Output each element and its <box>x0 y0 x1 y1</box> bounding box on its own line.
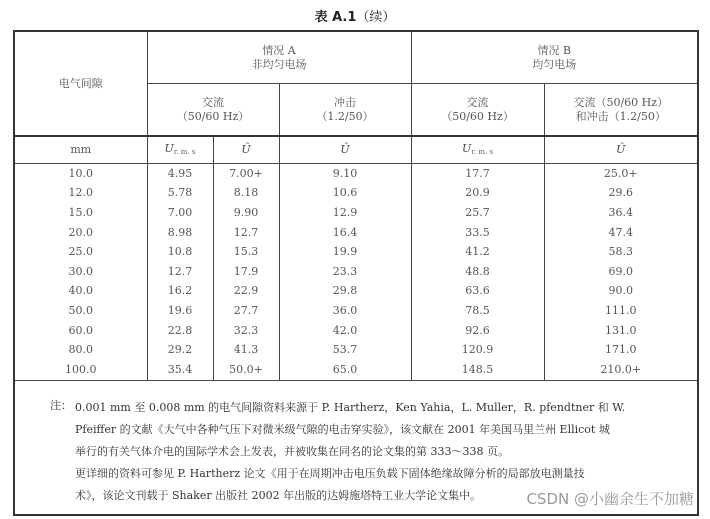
table-row: 10.0 4.95 7.00+ 9.10 17.7 25.0+ <box>14 164 698 184</box>
header-case-a: 情况 A 非均匀电场 <box>147 31 411 84</box>
caption-suffix: （续） <box>356 10 396 25</box>
unit-b-peak: Û <box>544 136 698 164</box>
table-row: 25.0 10.8 15.3 19.9 41.2 58.3 <box>14 242 698 262</box>
table-row: 80.0 29.2 41.3 53.7 120.9 171.0 <box>14 340 698 360</box>
header-gap: 电气间隙 <box>14 31 147 136</box>
note-line-4: 更详细的资料可参见 P. Hartherz 论文《用于在周期冲击电压负载下固体绝缘故障分析的局部放电测量技 <box>75 467 585 480</box>
unit-a-rms: $U_{r. m. s}$ <box>147 136 213 164</box>
header-b-combined: 交流（50/60 Hz） 和冲击（1.2/50） <box>544 84 698 137</box>
note-label: 注： <box>50 399 72 412</box>
header-a-ac: 交流 （50/60 Hz） <box>147 84 279 137</box>
table-row: 100.0 35.4 50.0+ 65.0 148.5 210.0+ <box>14 360 698 380</box>
header-b-ac: 交流 （50/60 Hz） <box>411 84 544 137</box>
table-row: 60.0 22.8 32.3 42.0 92.6 131.0 <box>14 321 698 341</box>
unit-a-peak: Û <box>213 136 279 164</box>
table-row: 12.0 5.78 8.18 10.6 20.9 29.6 <box>14 184 698 204</box>
note-line-2: Pfeiffer 的文献《大气中各种气压下对微米级气隙的电击穿实验》，该文献在 2001 年美国马里兰州 Ellicot 城 <box>75 423 610 436</box>
header-case-b: 情况 B 均匀电场 <box>411 31 698 84</box>
unit-gap: mm <box>14 136 147 164</box>
watermark: CSDN @小幽余生不加糖 <box>526 490 694 508</box>
table-row: 15.0 7.00 9.90 12.9 25.7 36.4 <box>14 203 698 223</box>
unit-b-rms: $U_{r. m. s}$ <box>411 136 544 164</box>
table-row: 50.0 19.6 27.7 36.0 78.5 111.0 <box>14 301 698 321</box>
caption-number: 表 A.1 <box>314 10 357 25</box>
table-caption <box>0 6 710 25</box>
table-row: 20.0 8.98 12.7 16.4 33.5 47.4 <box>14 223 698 243</box>
table-row: 40.0 16.2 22.9 29.8 63.6 90.0 <box>14 282 698 302</box>
note-line-5: 术》，该论文刊载于 Shaker 出版社 2002 年出版的达姆施塔特工业大学论文集中。 <box>75 489 482 502</box>
table-row: 30.0 12.7 17.9 23.3 48.8 69.0 <box>14 262 698 282</box>
note-line-3: 举行的有关气体介电的国际学术会上发表，并被收集在同名的论文集的第 333～338 页。 <box>75 445 509 458</box>
unit-a-impulse: Û <box>279 136 411 164</box>
note-line-1: 0.001 mm 至 0.008 mm 的电气间隙资料来源于 P. Hartherz，Ken Yahia，L. Muller，R. pfendtner 和 W. <box>75 401 626 414</box>
clearance-table <box>13 30 699 381</box>
header-a-impulse: 冲击 （1.2/50） <box>279 84 411 137</box>
